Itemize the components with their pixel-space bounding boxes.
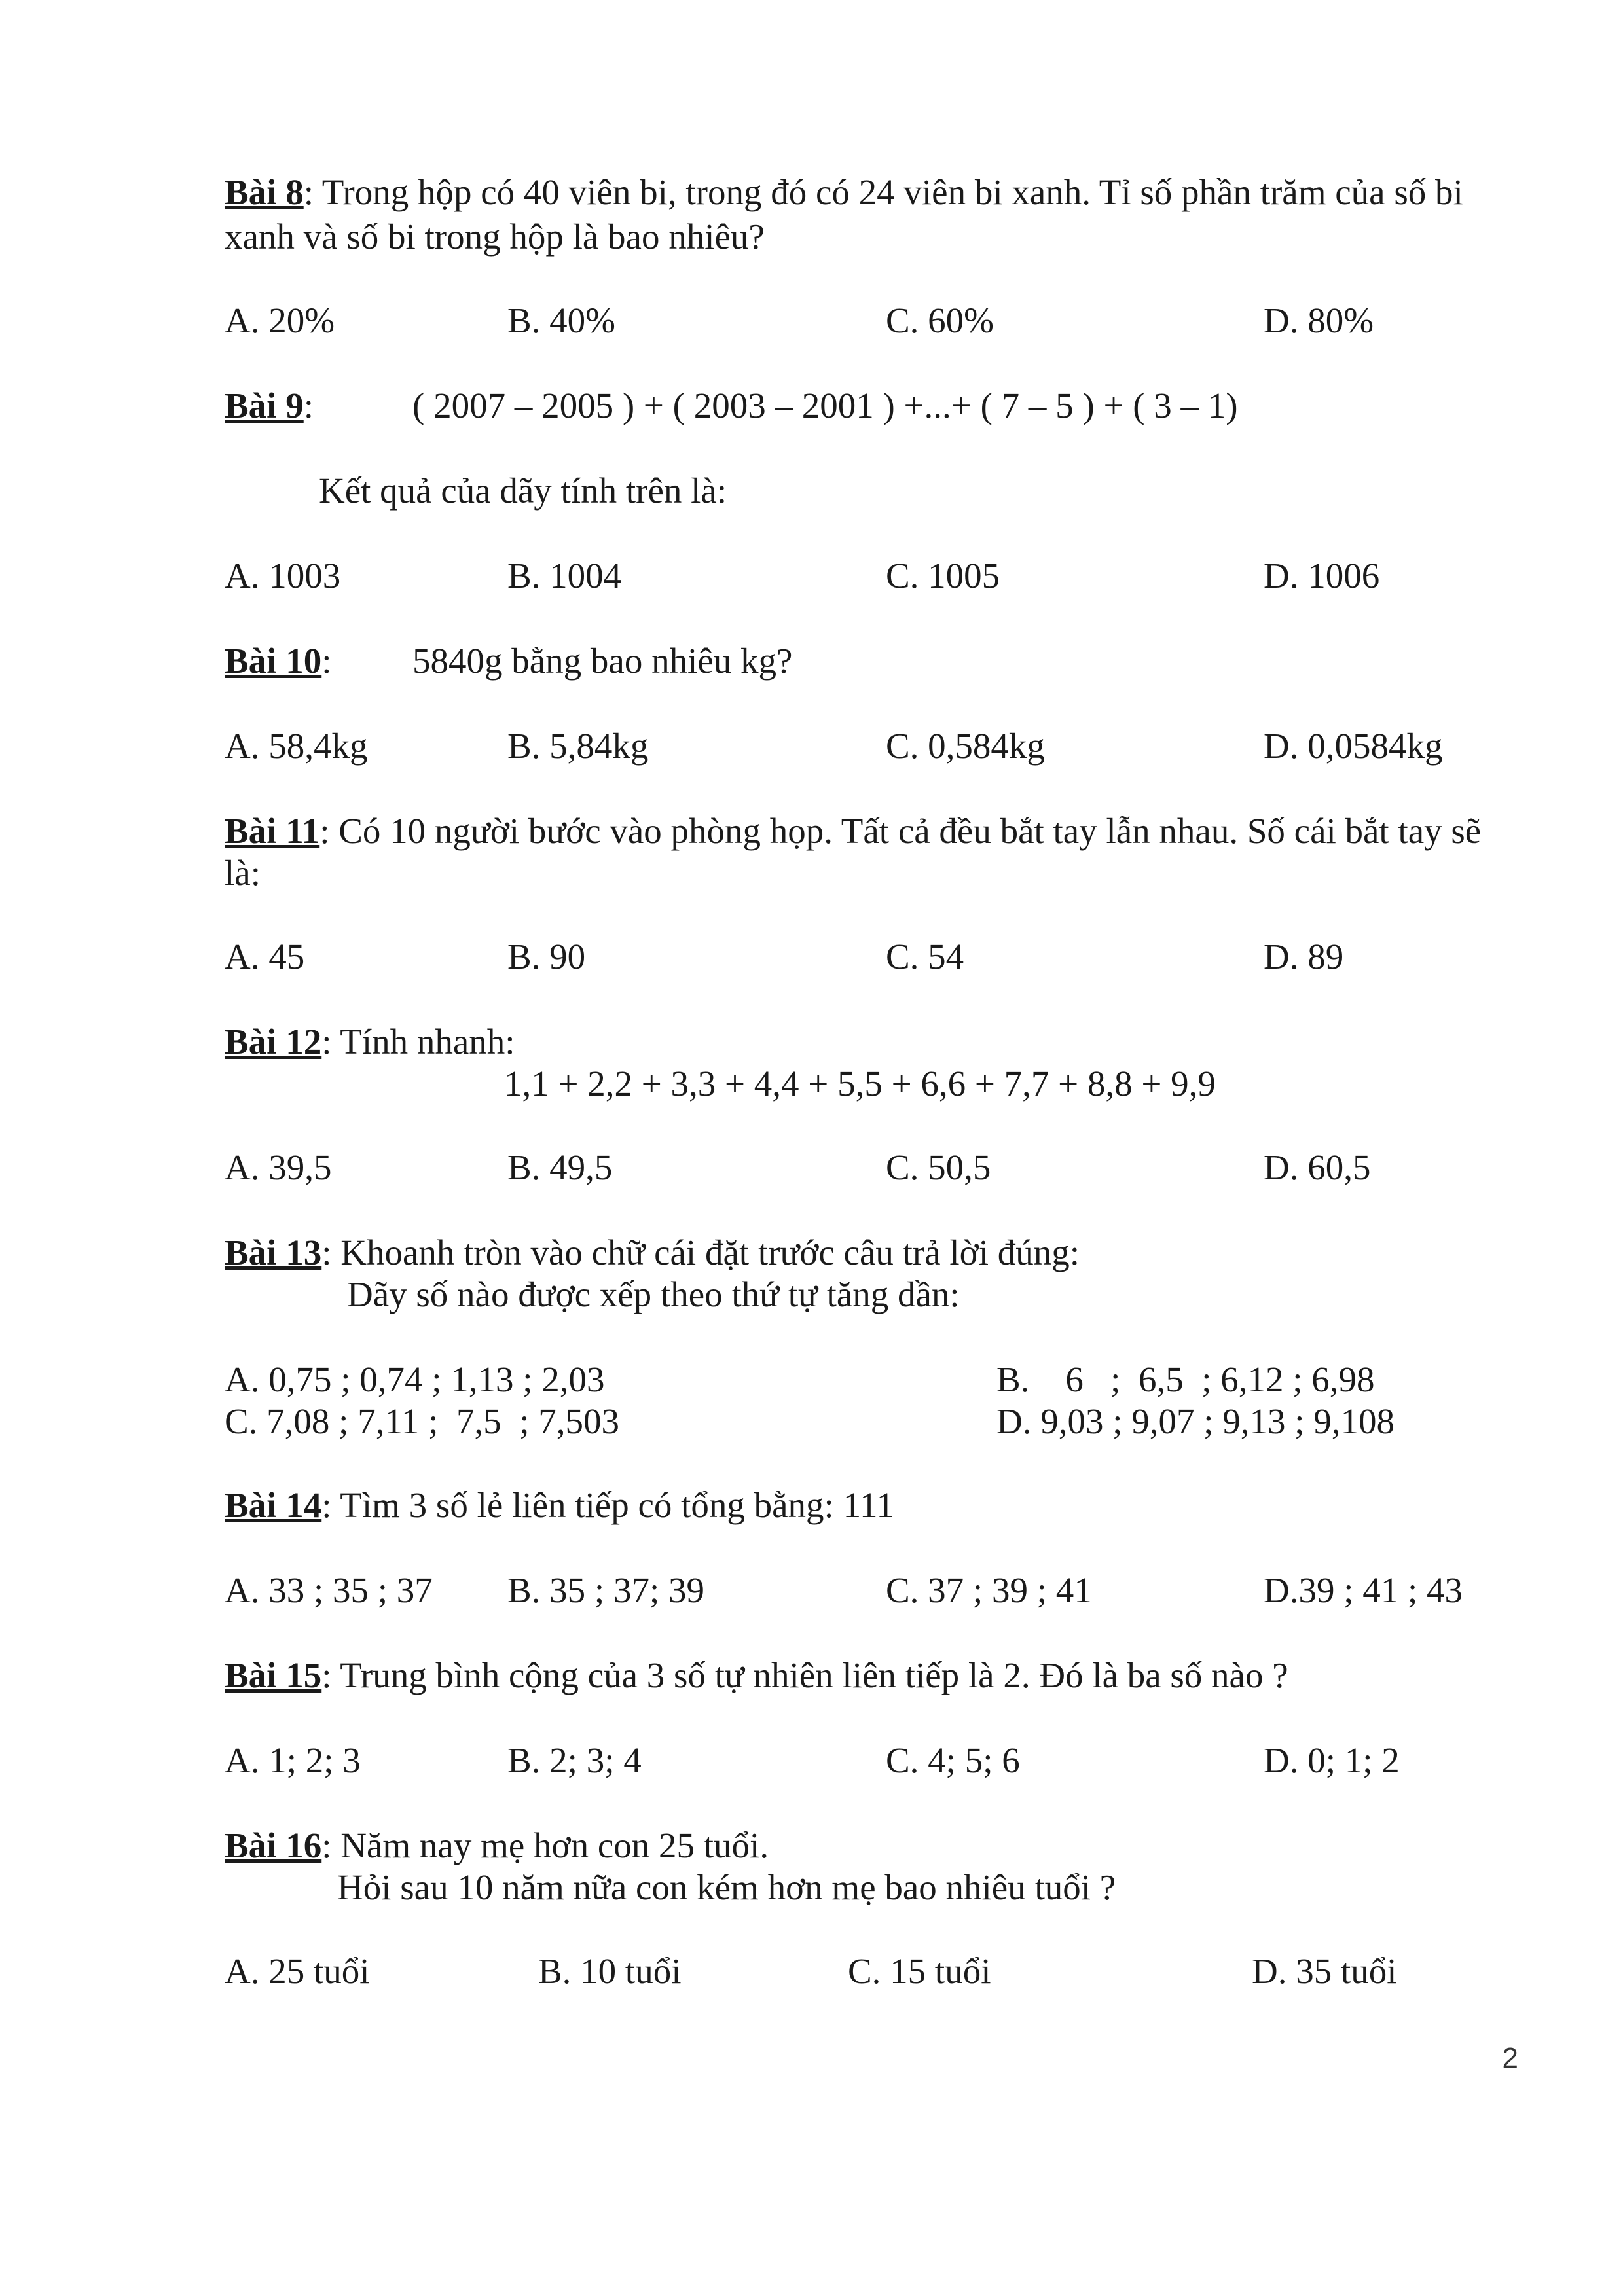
problem-14-label: Bài 14 xyxy=(225,1485,322,1525)
problem-15-label: Bài 15 xyxy=(225,1655,322,1695)
problem-9-label: Bài 9 xyxy=(225,386,304,425)
problem-12-expression: 1,1 + 2,2 + 3,3 + 4,4 + 5,5 + 6,6 + 7,7 + 8,8 + 9,9 xyxy=(504,1064,1216,1103)
page-number: 2 xyxy=(1502,2042,1518,2074)
problem-11-option-c: C. 54 xyxy=(886,937,964,977)
problem-8-option-a: A. 20% xyxy=(225,300,335,340)
problem-16-option-c: C. 15 tuổi xyxy=(848,1951,991,1991)
problem-12-option-c: C. 50,5 xyxy=(886,1147,991,1187)
problem-9-option-c: C. 1005 xyxy=(886,556,1000,596)
problem-11-line-2: là: xyxy=(225,853,261,893)
problem-9-option-b: B. 1004 xyxy=(507,556,622,596)
problem-11-option-a: A. 45 xyxy=(225,937,305,977)
problem-10-colon: : xyxy=(321,641,332,681)
problem-11-text: : Có 10 người bước vào phòng họp. Tất cả đều bắt tay lẫn nhau. Số cái bắt tay sẽ xyxy=(319,811,1482,851)
problem-15-option-c: C. 4; 5; 6 xyxy=(886,1740,1020,1780)
problem-16-label: Bài 16 xyxy=(225,1825,322,1865)
problem-13-option-d: D. 9,03 ; 9,07 ; 9,13 ; 9,108 xyxy=(996,1401,1395,1441)
problem-9-option-d: D. 1006 xyxy=(1264,556,1380,596)
problem-16-text: : Năm nay mẹ hơn con 25 tuổi. xyxy=(321,1825,769,1865)
problem-11-option-d: D. 89 xyxy=(1264,937,1344,977)
problem-12-option-b: B. 49,5 xyxy=(507,1147,613,1187)
problem-16-line-1 xyxy=(225,1825,769,1867)
problem-13-label: Bài 13 xyxy=(225,1232,322,1272)
problem-9-colon: : xyxy=(303,386,314,425)
problem-8-option-c: C. 60% xyxy=(886,300,994,340)
problem-16-subquestion: Hỏi sau 10 năm nữa con kém hơn mẹ bao nhiêu tuổi ? xyxy=(337,1867,1116,1907)
problem-12-line-1 xyxy=(225,1021,515,1063)
problem-14-line-1 xyxy=(225,1484,894,1526)
problem-14-option-d: D.39 ; 41 ; 43 xyxy=(1264,1570,1463,1610)
problem-14-option-c: C. 37 ; 39 ; 41 xyxy=(886,1570,1092,1610)
problem-16-option-b: B. 10 tuổi xyxy=(538,1951,682,1991)
problem-10-option-a: A. 58,4kg xyxy=(225,726,368,766)
problem-9-question: Kết quả của dãy tính trên là: xyxy=(319,471,727,511)
problem-8-option-b: B. 40% xyxy=(507,300,615,340)
problem-10-question: 5840g bằng bao nhiêu kg? xyxy=(412,641,793,681)
problem-15-line-1 xyxy=(225,1655,1288,1696)
problem-13-text: : Khoanh tròn vào chữ cái đặt trước câu trả lời đúng: xyxy=(321,1232,1080,1272)
problem-12-option-d: D. 60,5 xyxy=(1264,1147,1371,1187)
problem-15-option-a: A. 1; 2; 3 xyxy=(225,1740,361,1780)
problem-8-option-d: D. 80% xyxy=(1264,300,1374,340)
problem-9-option-a: A. 1003 xyxy=(225,556,341,596)
problem-8-text: : Trong hộp có 40 viên bi, trong đó có 24 viên bi xanh. Tỉ số phần trăm của số bi xyxy=(303,172,1463,212)
problem-15-option-d: D. 0; 1; 2 xyxy=(1264,1740,1400,1780)
problem-15-text: : Trung bình cộng của 3 số tự nhiên liên tiếp là 2. Đó là ba số nào ? xyxy=(321,1655,1288,1695)
problem-8-label: Bài 8 xyxy=(225,172,304,212)
problem-11-option-b: B. 90 xyxy=(507,937,586,977)
problem-10-option-b: B. 5,84kg xyxy=(507,726,649,766)
problem-14-text: : Tìm 3 số lẻ liên tiếp có tổng bằng: 111 xyxy=(321,1485,895,1525)
problem-13-option-c: C. 7,08 ; 7,11 ; 7,5 ; 7,503 xyxy=(225,1401,619,1441)
problem-8-line-1 xyxy=(225,171,1463,213)
problem-13-subquestion: Dãy số nào được xếp theo thứ tự tăng dần: xyxy=(347,1274,960,1314)
problem-14-option-b: B. 35 ; 37; 39 xyxy=(507,1570,704,1610)
problem-14-option-a: A. 33 ; 35 ; 37 xyxy=(225,1570,433,1610)
problem-9-line-1 xyxy=(225,385,314,427)
problem-11-line-1 xyxy=(225,810,1481,852)
problem-12-text: : Tính nhanh: xyxy=(321,1022,515,1062)
problem-8-line-2: xanh và số bi trong hộp là bao nhiêu? xyxy=(225,217,765,257)
problem-15-option-b: B. 2; 3; 4 xyxy=(507,1740,642,1780)
problem-12-label: Bài 12 xyxy=(225,1022,322,1062)
problem-10-line-1 xyxy=(225,640,332,682)
problem-10-label: Bài 10 xyxy=(225,641,322,681)
problem-13-option-a: A. 0,75 ; 0,74 ; 1,13 ; 2,03 xyxy=(225,1359,605,1399)
problem-11-label: Bài 11 xyxy=(225,811,320,851)
problem-10-option-c: C. 0,584kg xyxy=(886,726,1045,766)
problem-13-line-1 xyxy=(225,1232,1080,1274)
problem-12-option-a: A. 39,5 xyxy=(225,1147,332,1187)
problem-16-option-d: D. 35 tuổi xyxy=(1252,1951,1397,1991)
problem-10-option-d: D. 0,0584kg xyxy=(1264,726,1443,766)
problem-9-expression: ( 2007 – 2005 ) + ( 2003 – 2001 ) +...+ ( 7 – 5 ) + ( 3 – 1) xyxy=(412,386,1238,425)
problem-16-option-a: A. 25 tuổi xyxy=(225,1951,370,1991)
problem-13-option-b: B. 6 ; 6,5 ; 6,12 ; 6,98 xyxy=(996,1359,1375,1399)
